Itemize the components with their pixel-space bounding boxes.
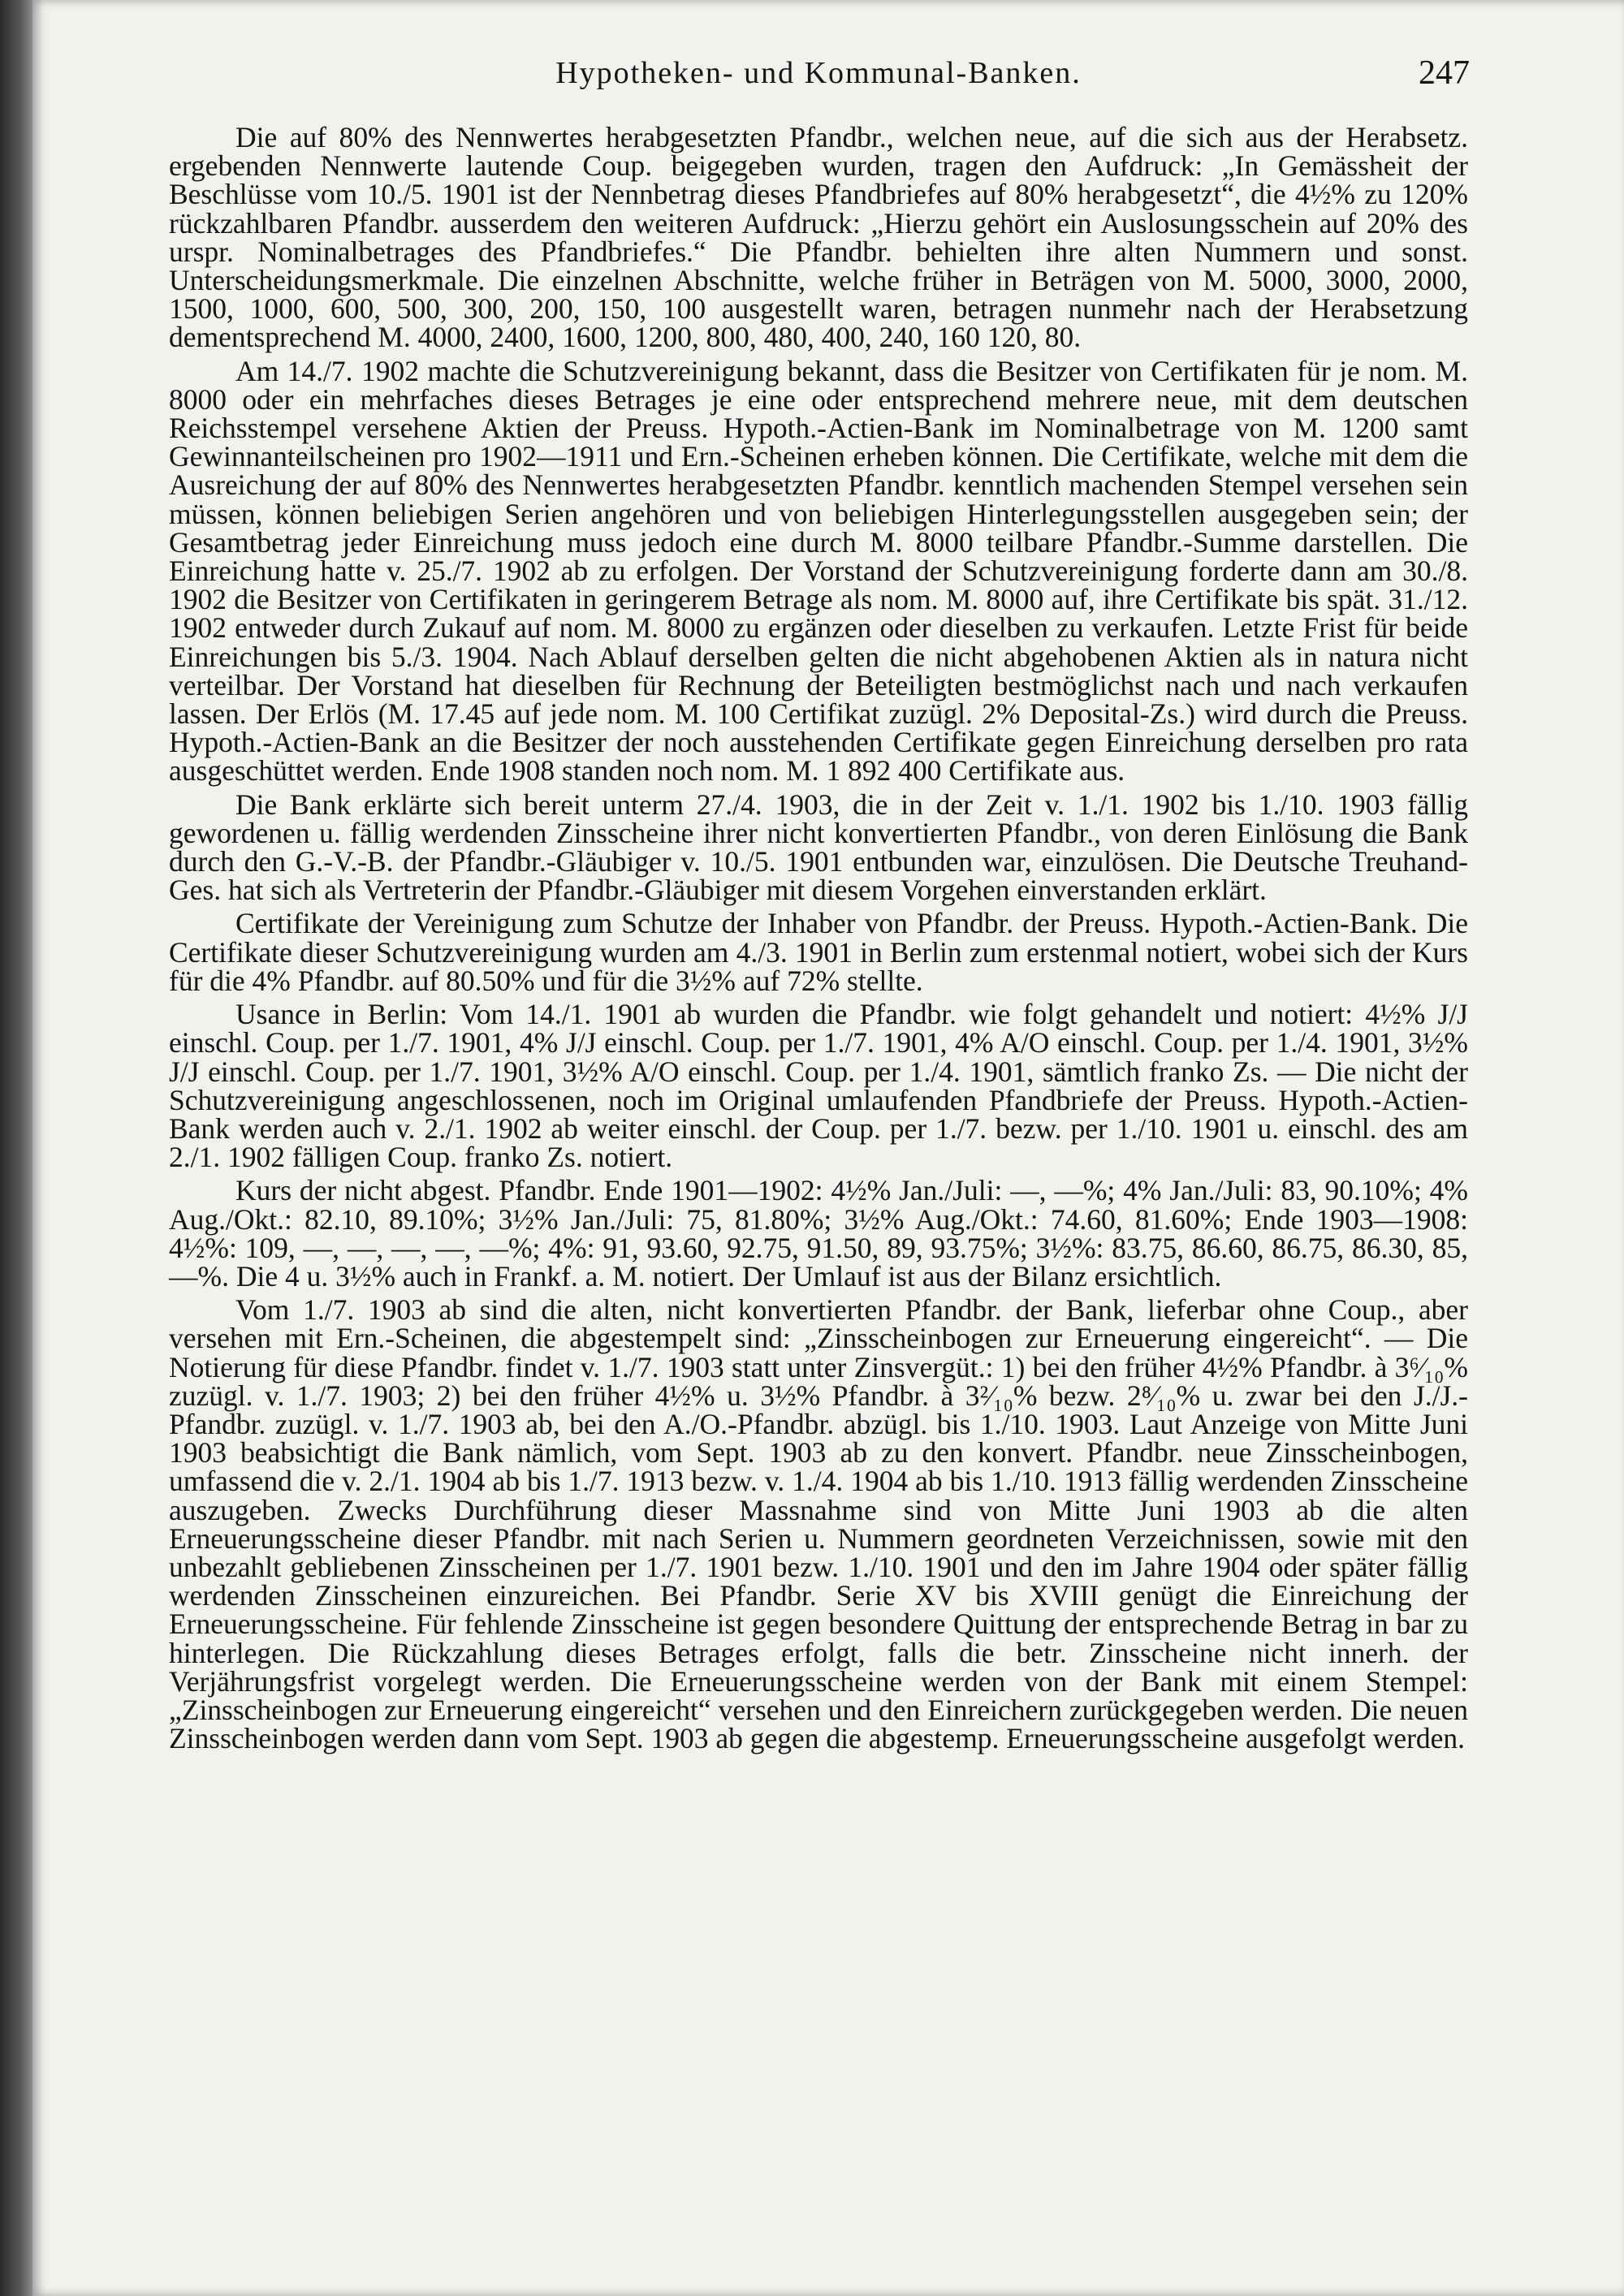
running-title: Hypotheken- und Kommunal-Banken. (555, 56, 1082, 90)
paragraph-pfandbr-aufdruck: Die auf 80% des Nennwertes herabgesetzten Pfandbr., welchen neue, auf die sich aus der Herabsetz. ergebenden Nennwerte lautende Coup. beigegeben wurden, tragen den Aufdruck: „In Gemässheit der Beschlüsse vom 10./5. 1901 ist der Nennbetrag dieses Pfandbriefes auf 80% herabgesetzt“, die 4½% zu 120% rückzahlbaren Pfandbr. ausserdem den weiteren Aufdruck: „Hierzu gehört ein Auslosungsschein auf 20% des urspr. Nominalbetrages des Pfandbriefes.“ Die Pfandbr. behielten ihre alten Nummern und sonst. Unterscheidungsmerkmale. Die einzelnen Abschnitte, welche früher in Beträgen von M. 5000, 3000, 2000, 1500, 1000, 600, 500, 300, 200, 150, 100 ausgestellt waren, betragen nunmehr nach der Herabsetzung dementsprechend M. 4000, 2400, 1600, 1200, 800, 480, 400, 240, 160 120, 80. (169, 121, 1468, 354)
paragraph-kurs: Kurs der nicht abgest. Pfandbr. Ende 1901—1902: 4½% Jan./Juli: —, —%; 4% Jan./Juli: 83, 90.10%; 4% Aug./Okt.: 82.10, 89.10%; 3½% Jan./Juli: 75, 81.80%; 3½% Aug./Okt.: 74.60, 81.60%; Ende 1903—1908: 4½%: 109, —, —, —, —, —%; 4%: 91, 93.60, 92.75, 91.50, 89, 93.75%; 3½%: 83.75, 86.60, 86.75, 86.30, 85, —%. Die 4 u. 3½% auch in Frankf. a. M. notiert. Der Umlauf ist aus der Bilanz ersichtlich. (169, 1174, 1468, 1293)
book-page (32, 0, 1624, 2296)
paragraph-zinsscheine-einloesung: Die Bank erklärte sich bereit unterm 27./4. 1903, die in der Zeit v. 1./1. 1902 bis 1./10. 1903 fällig gewordenen u. fällig werdenden Zinsscheine ihrer nicht konvertierten Pfandbr., von deren Einlösung die Bank durch den G.-V.-B. der Pfandbr.-Gläubiger v. 10./5. 1901 entbunden war, einzulösen. Die Deutsche Treuhand-Ges. hat sich als Vertreterin der Pfandbr.-Gläubiger mit diesem Vorgehen einverstanden erklärt. (169, 788, 1468, 907)
page-number: 247 (1419, 54, 1470, 92)
paragraph-usance-berlin: Usance in Berlin: Vom 14./1. 1901 ab wurden die Pfandbr. wie folgt gehandelt und notiert: 4½% J/J einschl. Coup. per 1./7. 1901, 4% J/J einschl. Coup. per 1./7. 1901, 4% A/O einschl. Coup. per 1./4. 1901, 3½% J/J einschl. Coup. per 1./7. 1901, 3½% A/O einschl. Coup. per 1./4. 1901, sämtlich franko Zs. — Die nicht der Schutzvereinigung angeschlossenen, noch im Original umlaufenden Pfandbriefe der Preuss. Hypoth.-Actien-Bank werden auch v. 2./1. 1902 ab weiter einschl. der Coup. per 1./7. bezw. per 1./10. 1901 u. einschl. des am 2./1. 1902 fälligen Coup. franko Zs. notiert. (169, 998, 1468, 1174)
page-content (169, 50, 1468, 1758)
scan-binding-shadow (0, 0, 32, 2296)
paragraph-notierung-ab-1903: Vom 1./7. 1903 ab sind die alten, nicht konvertierten Pfandbr. der Bank, lieferbar ohne Coup., aber versehen mit Ern.-Scheinen, die abgestempelt sind: „Zinsscheinbogen zur Erneuerung eingereicht“. — Die Notierung für diese Pfandbr. findet v. 1./7. 1903 statt unter Zinsvergüt.: 1) bei den früher 4½% Pfandbr. à 3⁶⁄₁₀% zuzügl. v. 1./7. 1903; 2) bei den früher 4½% u. 3½% Pfandbr. à 3²⁄₁₀% bezw. 2⁸⁄₁₀% u. zwar bei den J./J.-Pfandbr. zuzügl. v. 1./7. 1903 ab, bei den A./O.-Pfandbr. abzügl. bis 1./10. 1903. Laut Anzeige von Mitte Juni 1903 beabsichtigt die Bank nämlich, vom Sept. 1903 ab zu den konvert. Pfandbr. neue Zinsscheinbogen, umfassend die v. 2./1. 1904 ab bis 1./7. 1913 bezw. v. 1./4. 1904 ab bis 1./10. 1913 fällig werdenden Zinsscheine auszugeben. Zwecks Durchführung dieser Massnahme sind von Mitte Juni 1903 ab die alten Erneuerungsscheine dieser Pfandbr. mit nach Serien u. Nummern geordneten Verzeichnissen, sowie mit den unbezahlt gebliebenen Zinsscheinen per 1./7. 1901 bezw. 1./10. 1901 und den im Jahre 1904 oder später fällig werdenden Zinsscheinen einzureichen. Bei Pfandbr. Serie XV bis XVIII genügt die Einreichung der Erneuerungsscheine. Für fehlende Zinsscheine ist gegen besondere Quittung der entsprechende Betrag in bar zu hinterlegen. Die Rückzahlung dieses Betrages erfolgt, falls die betr. Zinsscheine nicht innerh. der Verjährungsfrist vorgelegt werden. Die Erneuerungsscheine werden von der Bank mit einem Stempel: „Zinsscheinbogen zur Erneuerung eingereicht“ versehen und den Einreichern zurückgegeben werden. Die neuen Zinsscheinbogen werden dann vom Sept. 1903 ab gegen die abgestemp. Erneuerungsscheine ausgefolgt werden. (169, 1293, 1468, 1755)
paragraph-certifikate: Certifikate der Vereinigung zum Schutze der Inhaber von Pfandbr. der Preuss. Hypoth.-Actien-Bank. Die Certifikate dieser Schutzvereinigung wurden am 4./3. 1901 in Berlin zum erstenmal notiert, wobei sich der Kurs für die 4% Pfandbr. auf 80.50% und für die 3½% auf 72% stellte. (169, 907, 1468, 997)
paragraph-schutzvereinigung-aktien: Am 14./7. 1902 machte die Schutzvereinigung bekannt, dass die Besitzer von Certifikaten für je nom. M. 8000 oder ein mehrfaches dieses Betrages je eine oder entsprechend mehrere neue, mit dem deutschen Reichsstempel versehene Aktien der Preuss. Hypoth.-Actien-Bank im Nominalbetrage von M. 1200 samt Gewinnanteilscheinen pro 1902—1911 und Ern.-Scheinen erheben können. Die Certifikate, welche mit dem die Ausreichung der auf 80% des Nennwertes herabgesetzten Pfandbr. kenntlich machenden Stempel versehen sein müssen, können beliebigen Serien angehören und von beliebigen Hinterlegungsstellen ausgegeben sein; der Gesamtbetrag jeder Einreichung muss jedoch eine durch M. 8000 teilbare Pfandbr.-Summe darstellen. Die Einreichung hatte v. 25./7. 1902 ab zu erfolgen. Der Vorstand der Schutzvereinigung forderte dann am 30./8. 1902 die Besitzer von Certifikaten in geringerem Betrage als nom. M. 8000 auf, ihre Certifikate bis spät. 31./12. 1902 entweder durch Zukauf auf nom. M. 8000 zu ergänzen oder dieselben zu verkaufen. Letzte Frist für beide Einreichungen bis 5./3. 1904. Nach Ablauf derselben gelten die nicht abgehobenen Aktien als in natura nicht verteilbar. Der Vorstand hat dieselben für Rechnung der Beteiligten bestmöglichst nach und nach verkaufen lassen. Der Erlös (M. 17.45 auf jede nom. M. 100 Certifikat zuzügl. 2% Deposital-Zs.) wird durch die Preuss. Hypoth.-Actien-Bank an die Besitzer der noch ausstehenden Certifikate gegen Einreichung derselben pro rata ausgeschüttet werden. Ende 1908 standen noch nom. M. 1 892 400 Certifikate aus. (169, 354, 1468, 788)
body-text (169, 123, 1468, 1753)
running-head (169, 50, 1468, 102)
